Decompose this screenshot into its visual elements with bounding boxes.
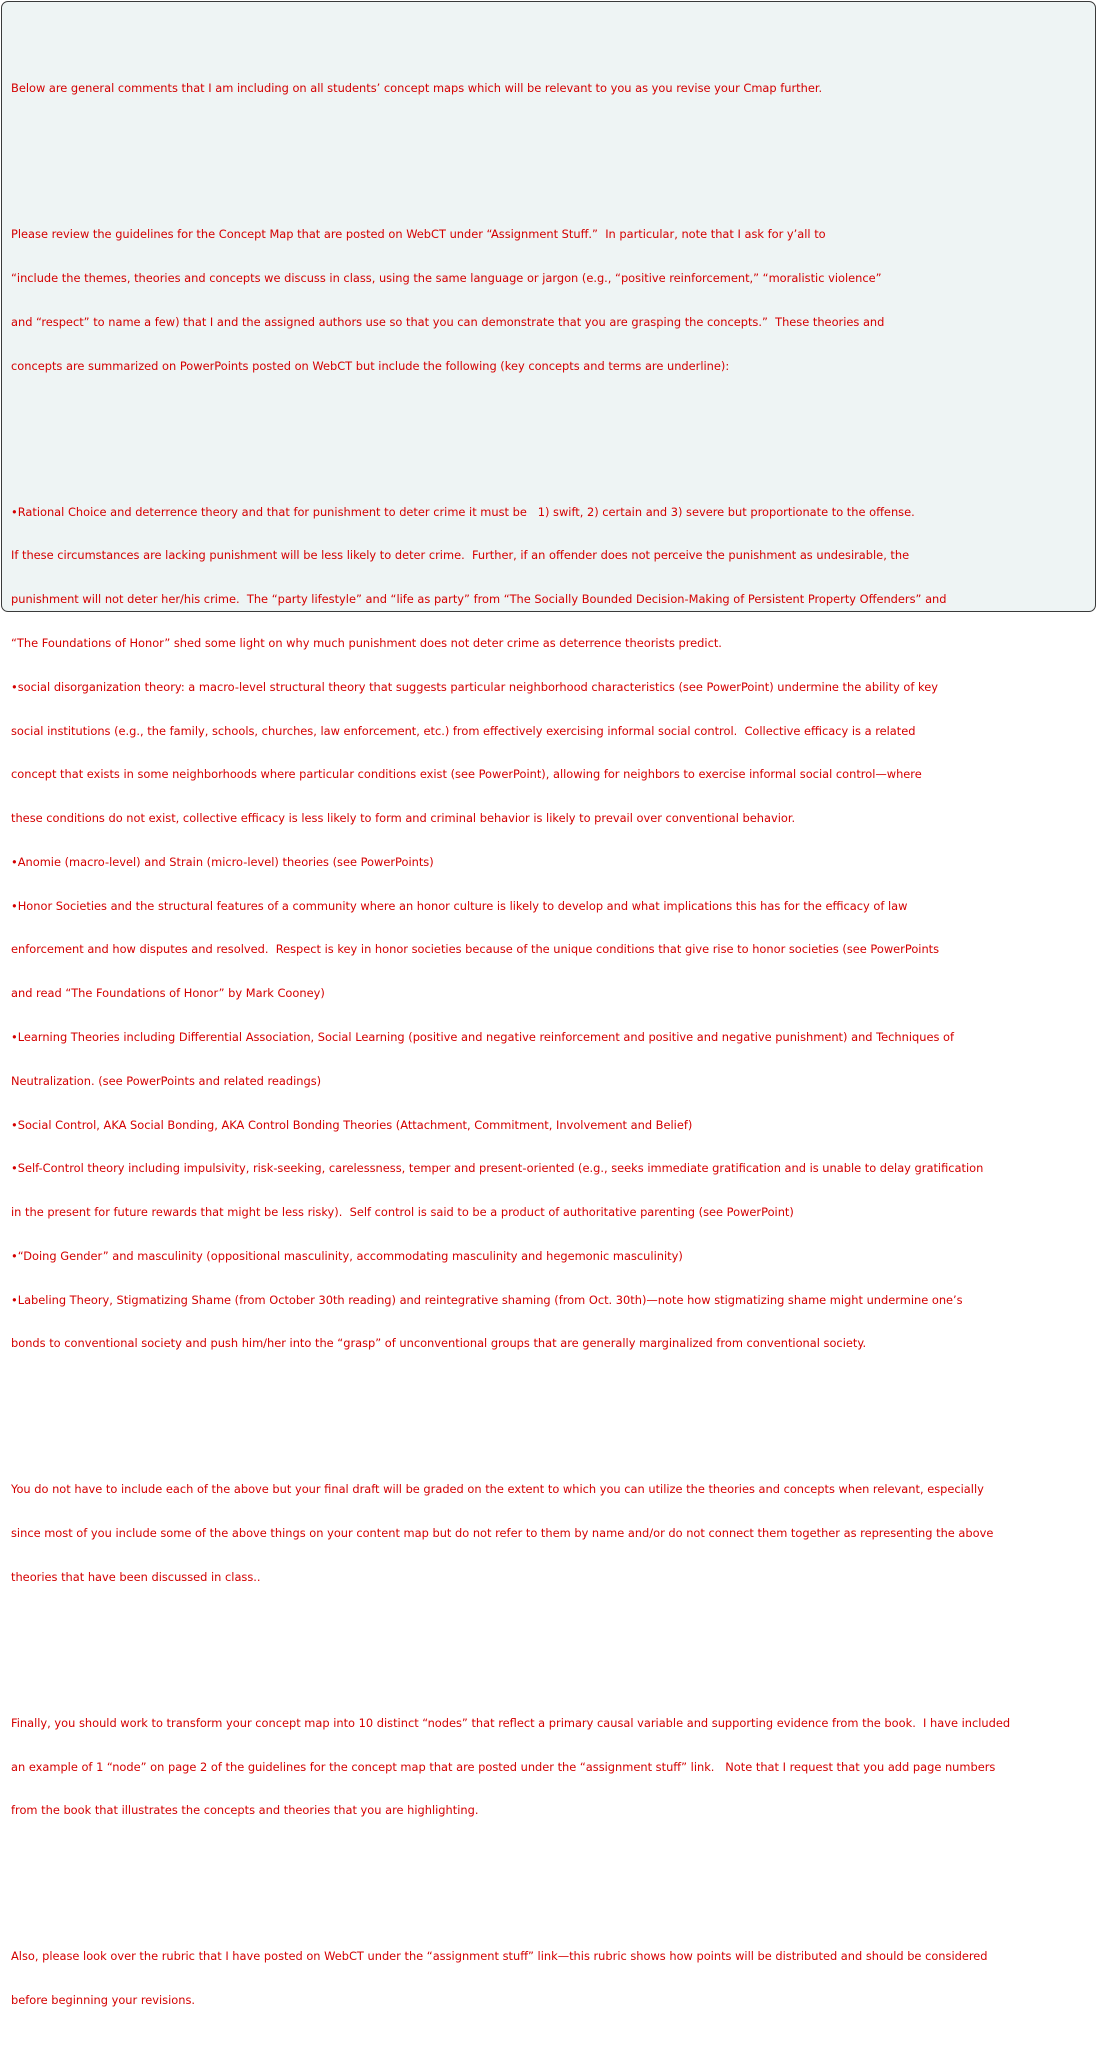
bullet-line: •Self-Control theory including impulsivity, risk-seeking, carelessness, temper and present-oriented (e.g., seeks immediate gratification and is unable to delay gratification (11, 1161, 984, 1176)
nodes-paragraph (11, 1687, 1096, 1848)
bullet-line: •Rational Choice and deterrence theory and that for punishment to deter crime it must be 1) swift, 2) certain and 3) severe but proportionate to the offense. (11, 504, 915, 519)
rubric-line: Also, please look over the rubric that I have posted on WebCT under the “assignment stuff” link—this rubric shows how points will be distributed and should be considered (11, 1949, 988, 1964)
bullet-line: social institutions (e.g., the family, schools, churches, law enforcement, etc.) from effectively exercising informal social control. Collective efficacy is a related (11, 723, 916, 738)
grading-line: since most of you include some of the above things on your content map but do not refer to them by name and/or do not connect them together as representing the above (11, 1526, 994, 1541)
rubric-line: before beginning your revisions. (11, 1993, 196, 2008)
guidelines-line: “include the themes, theories and concepts we discuss in class, using the same language or jargon (e.g., “positive reinforcement,” “moralistic violence” (11, 271, 882, 286)
nodes-line: from the book that illustrates the concepts and theories that you are highlighting. (11, 1803, 479, 1818)
bullet-line: •Honor Societies and the structural features of a community where an honor culture is likely to develop and what implications this has for the efficacy of law (11, 898, 908, 913)
bullet-line: •“Doing Gender” and masculinity (oppositional masculinity, accommodating masculinity and hegemonic masculinity) (11, 1248, 683, 1263)
bullet-line: in the present for future rewards that might be less risky). Self control is said to be a product of authoritative parenting (see PowerPoint) (11, 1205, 794, 1220)
bullet-line: these conditions do not exist, collective efficacy is less likely to form and criminal behavior is likely to prevail over conventional behavior. (11, 811, 796, 826)
bullet-line: bonds to conventional society and push him/her into the “grasp” of unconventional groups that are generally marginalized from conventional society. (11, 1336, 867, 1351)
note-text (11, 23, 1096, 2066)
bullet-line: •Anomie (macro-level) and Strain (micro-level) theories (see PowerPoints) (11, 854, 434, 869)
rubric-paragraph (11, 1920, 1096, 2037)
bullet-line: punishment will not deter her/his crime. The “party lifestyle” and “life as party” from “The Socially Bounded Decision-Making of Persistent Property Offenders” and (11, 592, 947, 607)
concept-map-note (1, 1, 1096, 2008)
bullet-line: “The Foundations of Honor” shed some light on why much punishment does not deter crime as deterrence theorists predict. (11, 635, 722, 650)
guidelines-line: Please review the guidelines for the Concept Map that are posted on WebCT under “Assignment Stuff.” In particular, note that I ask for y’all to (11, 227, 826, 242)
guidelines-line: and “respect” to name a few) that I and the assigned authors use so that you can demonstrate that you are grasping the concepts.” These theories and (11, 314, 885, 329)
bullet-line: enforcement and how disputes and resolved. Respect is key in honor societies because of the unique conditions that give rise to honor societies (see PowerPoints (11, 942, 940, 957)
intro-line: Below are general comments that I am including on all students’ concept maps which will be relevant to you as you revise your Cmap further. (11, 81, 823, 96)
bullet-line: If these circumstances are lacking punishment will be less likely to deter crime. Further, if an offender does not perceive the punishment as undesirable, the (11, 548, 910, 563)
grading-paragraph (11, 1453, 1096, 1614)
nodes-line: an example of 1 “node” on page 2 of the guidelines for the concept map that are posted under the “assignment stuff” link. Note that I request that you add page numbers (11, 1759, 996, 1774)
theories-bullet-list (11, 475, 1096, 1380)
guidelines-line: concepts are summarized on PowerPoints posted on WebCT but include the following (key concepts and terms are underline): (11, 358, 730, 373)
grading-line: theories that have been discussed in class.. (11, 1569, 261, 1584)
bullet-line: •Labeling Theory, Stigmatizing Shame (from October 30th reading) and reintegrative shaming (from Oct. 30th)—note how stigmatizing shame might undermine one’s (11, 1292, 963, 1307)
bullet-line: and read “The Foundations of Honor” by Mark Cooney) (11, 986, 325, 1001)
bullet-line: concept that exists in some neighborhoods where particular conditions exist (see PowerPoint), allowing for neighbors to exercise informal social control—where (11, 767, 922, 782)
intro-paragraph (11, 52, 1096, 125)
bullet-line: •social disorganization theory: a macro-level structural theory that suggests particular neighborhood characteristics (see PowerPoint) undermine the ability of key (11, 679, 938, 694)
bullet-line: Neutralization. (see PowerPoints and related readings) (11, 1073, 322, 1088)
bullet-line: •Learning Theories including Differential Association, Social Learning (positive and negative reinforcement and positive and negative punishment) and Techniques of (11, 1029, 955, 1044)
bullet-line: •Social Control, AKA Social Bonding, AKA Control Bonding Theories (Attachment, Commitment, Involvement and Belief) (11, 1117, 693, 1132)
grading-line: You do not have to include each of the above but your final draft will be graded on the extent to which you can utilize the theories and concepts when relevant, especially (11, 1482, 984, 1497)
nodes-line: Finally, you should work to transform your concept map into 10 distinct “nodes” that reflect a primary causal variable and supporting evidence from the book. I have included (11, 1715, 1011, 1730)
guidelines-paragraph (11, 198, 1096, 402)
